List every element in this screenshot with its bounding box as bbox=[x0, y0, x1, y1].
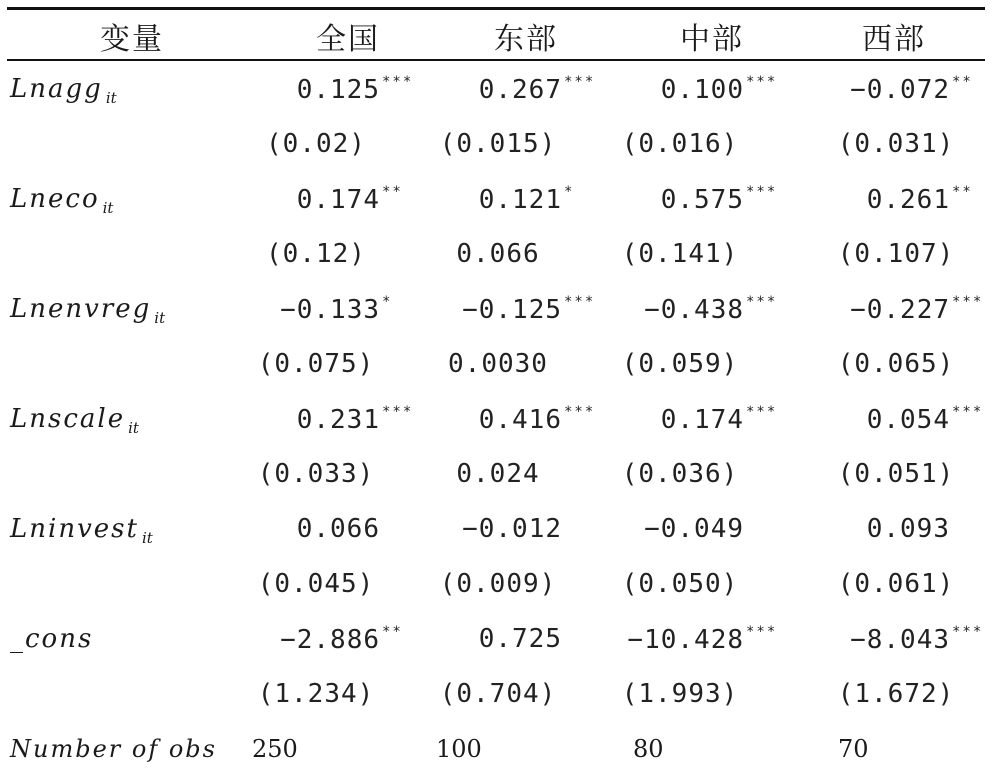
std-error-cell: (1.672) bbox=[837, 679, 955, 709]
obs-label: Number of obs bbox=[10, 735, 217, 763]
coef-cell bbox=[280, 294, 416, 325]
coef-value: 0.093 bbox=[866, 514, 950, 544]
variable-label bbox=[10, 404, 139, 437]
significance-stars: ** bbox=[382, 624, 403, 640]
coef-value: −0.049 bbox=[644, 514, 744, 544]
coef-value: 0.174 bbox=[660, 405, 744, 435]
significance-stars: *** bbox=[746, 294, 778, 310]
coef-cell bbox=[297, 514, 416, 544]
significance-stars: ** bbox=[952, 184, 973, 200]
coef-value: 0.066 bbox=[296, 514, 380, 544]
coef-value: −2.886 bbox=[280, 625, 380, 655]
std-error-cell: 0.024 bbox=[456, 459, 540, 489]
header-west: 西部 bbox=[862, 22, 926, 57]
coef-value: 0.121 bbox=[478, 185, 562, 215]
coef-value: 0.575 bbox=[660, 185, 744, 215]
std-error-cell: (1.234) bbox=[257, 679, 375, 709]
coef-value: −0.438 bbox=[644, 295, 744, 325]
coef-cell bbox=[479, 404, 598, 435]
coef-cell bbox=[627, 624, 780, 655]
significance-stars: * bbox=[564, 184, 575, 200]
coef-value: 0.174 bbox=[296, 185, 380, 215]
header-central: 中部 bbox=[680, 22, 744, 57]
coef-value: 0.125 bbox=[296, 75, 380, 105]
header-east: 东部 bbox=[494, 22, 558, 57]
coef-value: 0.100 bbox=[660, 75, 744, 105]
std-error-cell: (0.015) bbox=[439, 129, 557, 159]
coef-value: −0.072 bbox=[850, 75, 950, 105]
std-error-cell: (0.016) bbox=[621, 129, 739, 159]
coef-cell bbox=[850, 74, 986, 105]
significance-stars: *** bbox=[564, 404, 596, 420]
coef-cell bbox=[867, 514, 986, 544]
std-error-cell: (0.051) bbox=[837, 459, 955, 489]
significance-stars: * bbox=[382, 294, 393, 310]
variable-label bbox=[10, 294, 165, 327]
std-error-cell: (0.031) bbox=[837, 129, 955, 159]
coef-value: −8.043 bbox=[850, 625, 950, 655]
std-error-cell: 0.066 bbox=[456, 239, 540, 269]
obs-east: 100 bbox=[436, 735, 482, 763]
variable-label bbox=[10, 184, 113, 217]
coef-value: 0.267 bbox=[478, 75, 562, 105]
coef-value: 0.725 bbox=[478, 624, 562, 654]
coef-cell bbox=[462, 294, 598, 325]
coef-cell bbox=[661, 74, 780, 105]
coef-cell bbox=[462, 514, 598, 544]
coef-cell bbox=[661, 404, 780, 435]
coef-value: −0.133 bbox=[280, 295, 380, 325]
variable-subscript: it bbox=[141, 529, 153, 547]
variable-subscript: it bbox=[154, 309, 166, 327]
coef-cell bbox=[644, 514, 780, 544]
std-error-cell: (0.12) bbox=[266, 239, 366, 269]
std-error-cell: (0.050) bbox=[621, 569, 739, 599]
coef-cell bbox=[867, 184, 986, 215]
std-error-cell: (0.009) bbox=[439, 569, 557, 599]
coef-value: 0.054 bbox=[866, 405, 950, 435]
std-error-cell: (0.033) bbox=[257, 459, 375, 489]
significance-stars: *** bbox=[746, 184, 778, 200]
coef-cell bbox=[644, 294, 780, 325]
std-error-cell: (0.704) bbox=[439, 679, 557, 709]
coef-cell bbox=[850, 624, 986, 655]
significance-stars: *** bbox=[746, 404, 778, 420]
std-error-cell: (0.065) bbox=[837, 349, 955, 379]
std-error-cell: (0.036) bbox=[621, 459, 739, 489]
variable-name: Lninvest bbox=[10, 514, 139, 544]
std-error-cell: (0.045) bbox=[257, 569, 375, 599]
significance-stars: *** bbox=[952, 404, 984, 420]
significance-stars: *** bbox=[746, 74, 778, 90]
header-variable: 变量 bbox=[100, 22, 164, 57]
variable-subscript: it bbox=[105, 89, 117, 107]
coef-cell bbox=[661, 184, 780, 215]
obs-central: 80 bbox=[633, 735, 664, 763]
coef-cell bbox=[297, 184, 416, 215]
std-error-cell: (0.107) bbox=[837, 239, 955, 269]
significance-stars: *** bbox=[952, 294, 984, 310]
coef-cell bbox=[867, 404, 986, 435]
significance-stars: *** bbox=[564, 74, 596, 90]
significance-stars: *** bbox=[564, 294, 596, 310]
variable-name: _cons bbox=[10, 624, 94, 654]
coef-value: −0.012 bbox=[462, 514, 562, 544]
coef-value: 0.416 bbox=[478, 405, 562, 435]
std-error-cell: 0.0030 bbox=[448, 349, 548, 379]
obs-west: 70 bbox=[838, 735, 869, 763]
std-error-cell: (0.02) bbox=[266, 129, 366, 159]
coef-value: 0.231 bbox=[296, 405, 380, 435]
coef-cell bbox=[479, 624, 598, 654]
coef-cell bbox=[479, 184, 598, 215]
variable-name: Lneco bbox=[10, 184, 100, 214]
table-top-rule bbox=[7, 7, 985, 10]
significance-stars: *** bbox=[382, 404, 414, 420]
std-error-cell: (1.993) bbox=[621, 679, 739, 709]
std-error-cell: (0.075) bbox=[257, 349, 375, 379]
coef-cell bbox=[479, 74, 598, 105]
coef-value: −0.227 bbox=[850, 295, 950, 325]
significance-stars: *** bbox=[382, 74, 414, 90]
std-error-cell: (0.141) bbox=[621, 239, 739, 269]
significance-stars: *** bbox=[952, 624, 984, 640]
significance-stars: ** bbox=[382, 184, 403, 200]
variable-label bbox=[10, 74, 117, 107]
significance-stars: ** bbox=[952, 74, 973, 90]
coef-cell bbox=[850, 294, 986, 325]
variable-subscript: it bbox=[102, 199, 114, 217]
coef-value: 0.261 bbox=[866, 185, 950, 215]
variable-name: Lnscale bbox=[10, 404, 126, 434]
header-national: 全国 bbox=[316, 22, 380, 57]
coef-value: −0.125 bbox=[462, 295, 562, 325]
significance-stars: *** bbox=[746, 624, 778, 640]
variable-name: Lnagg bbox=[10, 74, 103, 104]
coef-cell bbox=[297, 74, 416, 105]
std-error-cell: (0.059) bbox=[621, 349, 739, 379]
header-rule bbox=[7, 59, 985, 61]
variable-subscript: it bbox=[128, 419, 139, 437]
obs-national: 250 bbox=[252, 735, 298, 763]
variable-name: Lnenvreg bbox=[10, 294, 152, 324]
std-error-cell: (0.061) bbox=[837, 569, 955, 599]
coef-cell bbox=[297, 404, 416, 435]
variable-label bbox=[10, 514, 153, 547]
coef-cell bbox=[280, 624, 416, 655]
variable-label bbox=[10, 624, 93, 654]
coef-value: −10.428 bbox=[627, 625, 744, 655]
